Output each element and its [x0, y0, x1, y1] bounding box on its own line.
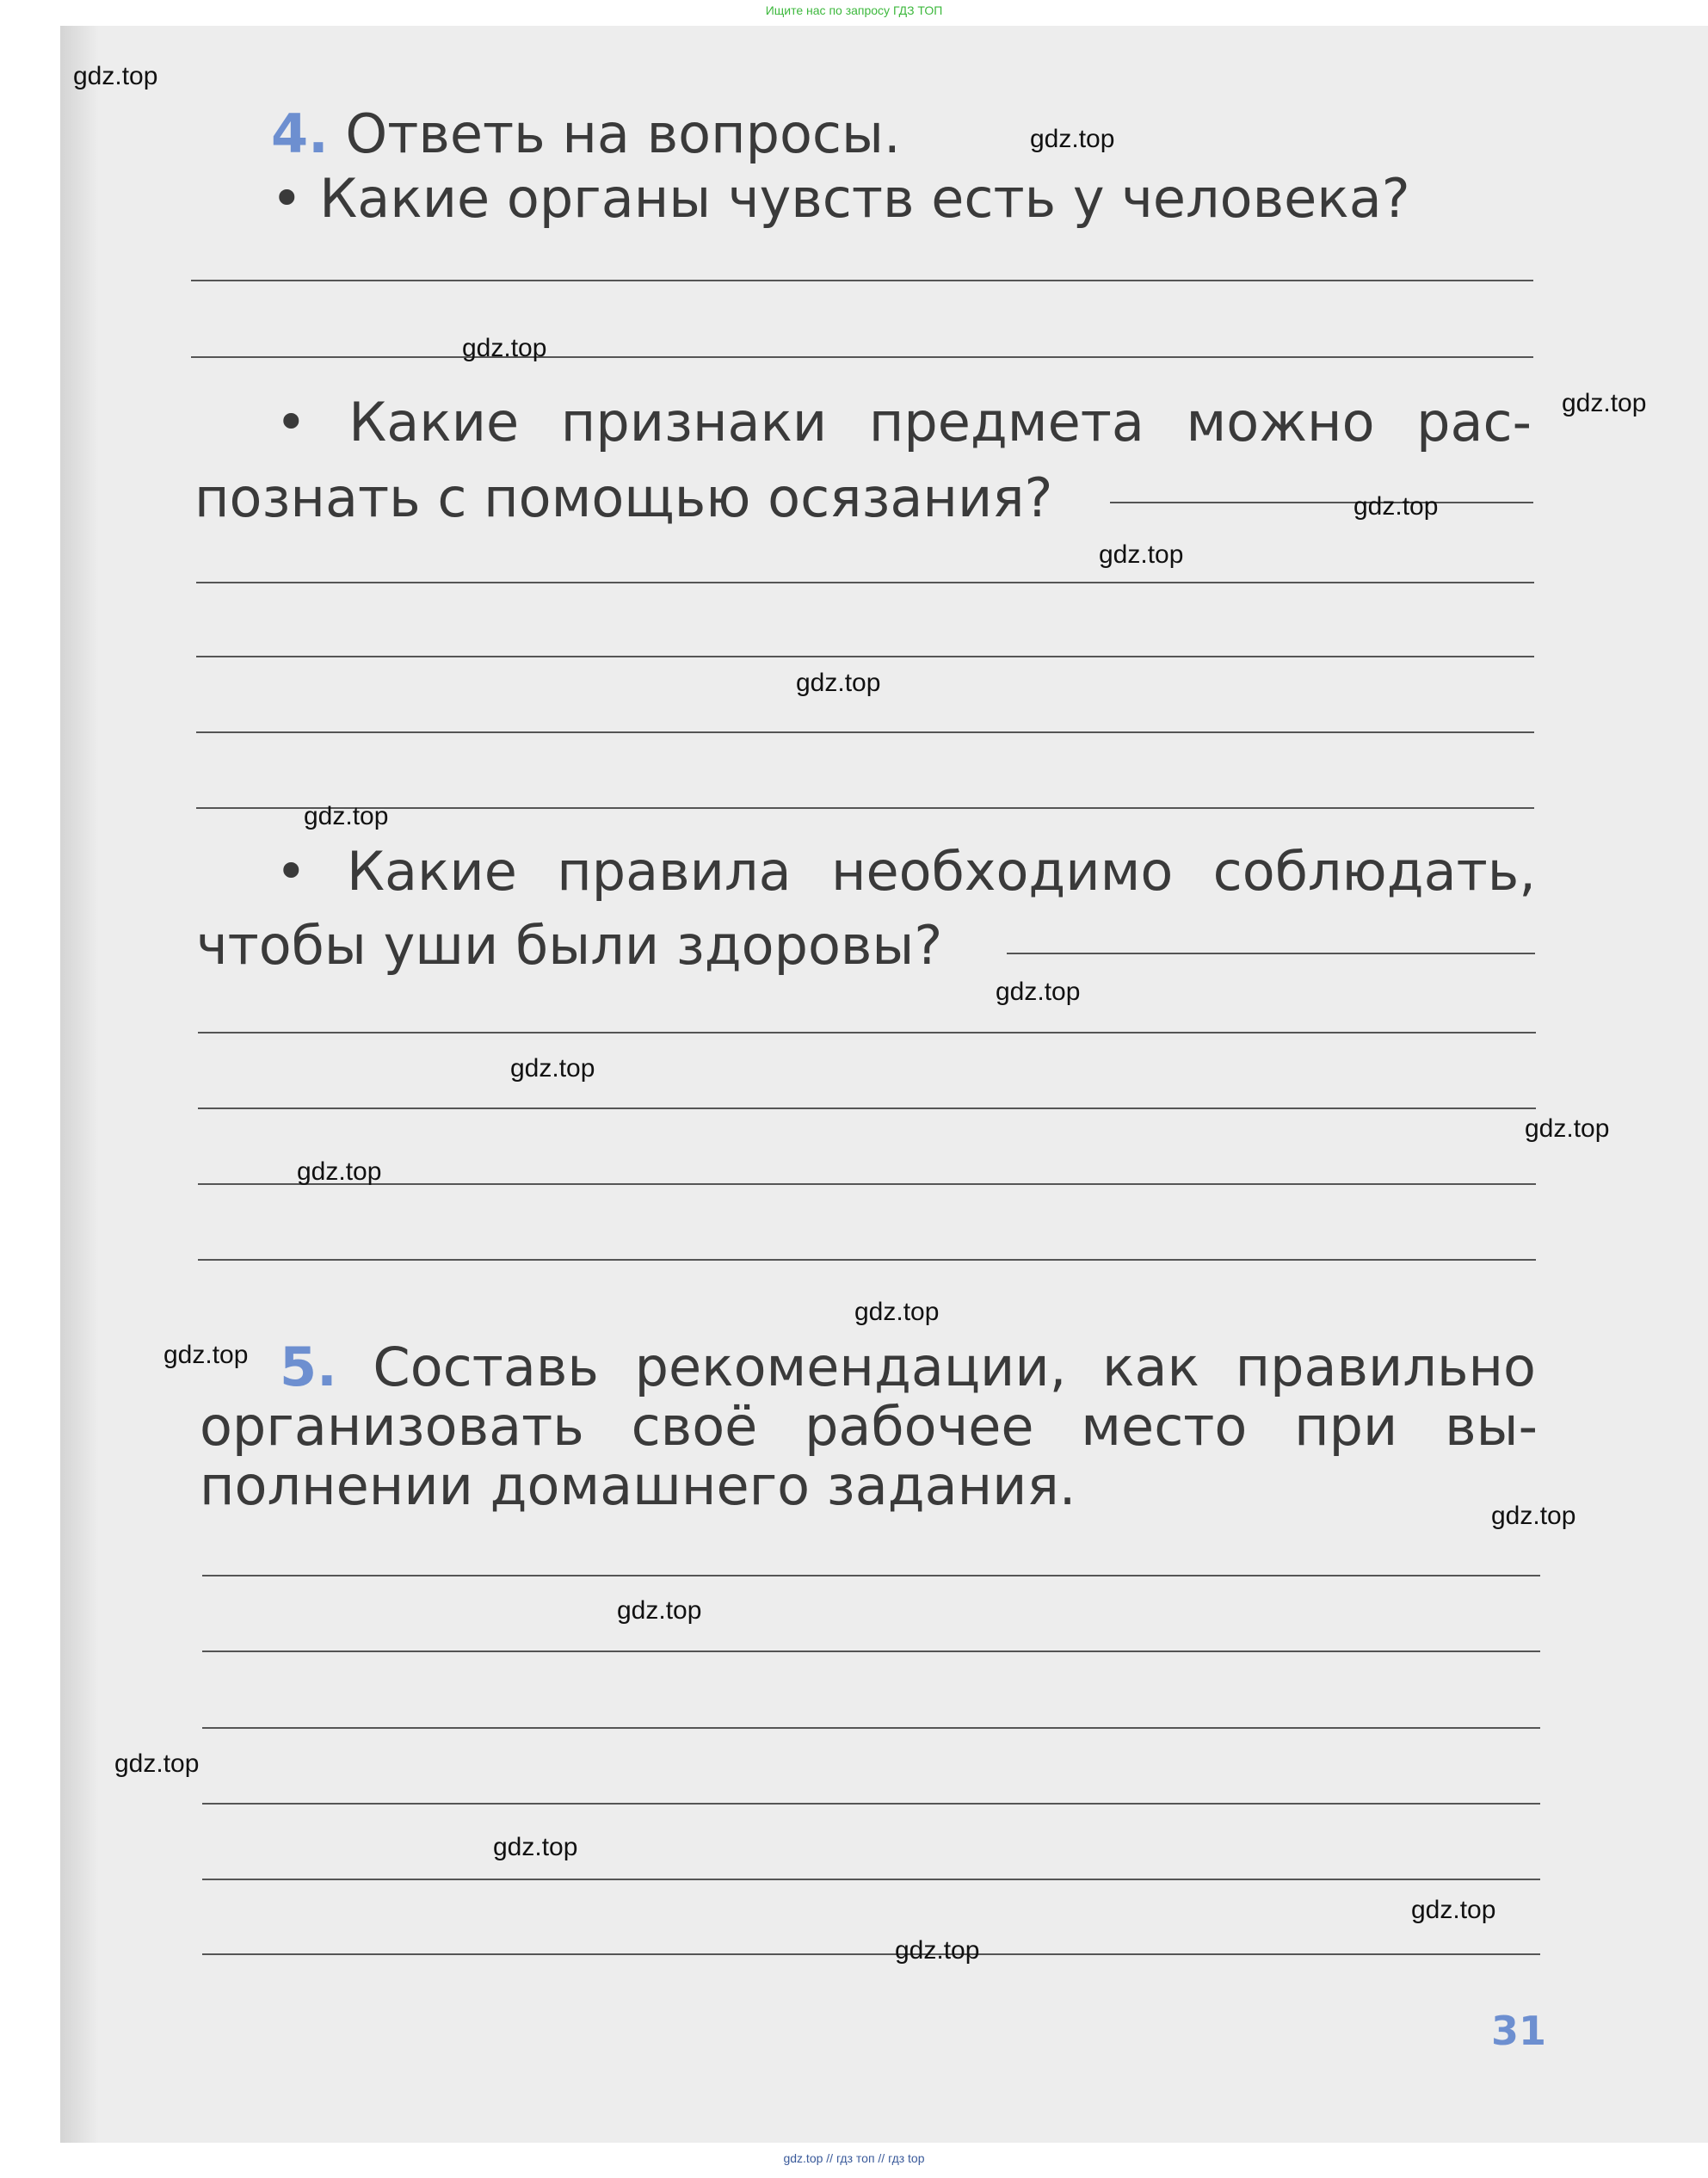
word: правила: [557, 840, 792, 903]
answer-line[interactable]: [191, 280, 1533, 281]
workbook-page: [60, 26, 1708, 2143]
word: •: [275, 840, 307, 903]
watermark[interactable]: gdz.top: [493, 1833, 578, 1861]
watermark[interactable]: gdz.top: [617, 1596, 702, 1625]
word: Составь: [373, 1336, 599, 1398]
task5-line-1: [280, 1336, 1536, 1398]
task5-line-3: полнении домашнего задания.: [200, 1454, 1076, 1517]
watermark[interactable]: gdz.top: [1030, 125, 1115, 153]
task4-question-3-line-1: [275, 840, 1536, 903]
answer-line[interactable]: [202, 1650, 1540, 1652]
word: •: [275, 391, 307, 453]
watermark[interactable]: gdz.top: [462, 334, 547, 362]
watermark[interactable]: gdz.top: [996, 978, 1081, 1006]
task4-question-3-line-2: чтобы уши были здоровы?: [196, 914, 943, 977]
word: можно: [1186, 391, 1375, 453]
page-number: 31: [1491, 2008, 1547, 2054]
answer-line[interactable]: [202, 1727, 1540, 1729]
answer-line[interactable]: [198, 1032, 1536, 1033]
word: необходимо: [830, 840, 1174, 903]
word: вы-: [1445, 1395, 1538, 1458]
watermark[interactable]: gdz.top: [114, 1749, 200, 1778]
word: место: [1081, 1395, 1248, 1458]
answer-line[interactable]: [202, 1953, 1540, 1955]
word: рекомендации,: [634, 1336, 1067, 1398]
answer-line[interactable]: [191, 356, 1533, 358]
answer-line[interactable]: [1110, 502, 1533, 503]
answer-line[interactable]: [196, 731, 1534, 733]
watermark[interactable]: gdz.top: [796, 669, 881, 697]
task4-question-2-line-1: [275, 391, 1532, 453]
watermark[interactable]: gdz.top: [73, 62, 158, 90]
answer-line[interactable]: [202, 1575, 1540, 1576]
watermark[interactable]: gdz.top: [1099, 540, 1184, 569]
task4-heading: [271, 102, 901, 165]
task4-question-1: • Какие органы чувств есть у человека?: [271, 167, 1410, 230]
word: признаки: [560, 391, 828, 453]
answer-line[interactable]: [196, 656, 1534, 657]
watermark[interactable]: gdz.top: [1525, 1114, 1610, 1143]
word: предмета: [868, 391, 1144, 453]
word: при: [1294, 1395, 1398, 1458]
word: соблюдать,: [1212, 840, 1536, 903]
answer-line[interactable]: [196, 807, 1534, 809]
word: правильно: [1235, 1336, 1536, 1398]
answer-line[interactable]: [196, 582, 1534, 583]
watermark[interactable]: gdz.top: [297, 1157, 382, 1186]
watermark[interactable]: gdz.top: [1491, 1502, 1576, 1530]
watermark[interactable]: gdz.top: [1411, 1896, 1496, 1924]
word: как: [1102, 1336, 1199, 1398]
watermark[interactable]: gdz.top: [1562, 389, 1647, 417]
word: Какие: [348, 391, 520, 453]
word: Какие: [346, 840, 517, 903]
word: организовать: [200, 1395, 584, 1458]
word: своё: [631, 1395, 758, 1458]
answer-line[interactable]: [198, 1259, 1536, 1261]
top-banner[interactable]: Ищите нас по запросу ГДЗ ТОП: [765, 3, 943, 17]
watermark[interactable]: gdz.top: [854, 1298, 940, 1326]
task4-number: 4.: [271, 102, 329, 165]
watermark[interactable]: gdz.top: [1353, 492, 1439, 521]
task4-title: Ответь на вопросы.: [345, 102, 901, 165]
task5-number: 5.: [280, 1336, 337, 1398]
page-shadow: [60, 26, 99, 2143]
task5-line-2: [200, 1395, 1538, 1458]
answer-line[interactable]: [198, 1108, 1536, 1109]
answer-line[interactable]: [1007, 953, 1535, 954]
watermark[interactable]: gdz.top: [304, 802, 389, 830]
task4-question-2-line-2: познать с помощью осязания?: [194, 466, 1053, 529]
bottom-banner[interactable]: gdz.top // гдз топ // гдз top: [783, 2151, 925, 2165]
watermark[interactable]: gdz.top: [163, 1341, 249, 1369]
answer-line[interactable]: [202, 1803, 1540, 1805]
watermark[interactable]: gdz.top: [895, 1936, 980, 1965]
word: рас-: [1416, 391, 1532, 453]
word: рабочее: [805, 1395, 1034, 1458]
watermark[interactable]: gdz.top: [510, 1054, 595, 1083]
answer-line[interactable]: [202, 1879, 1540, 1880]
answer-line[interactable]: [198, 1183, 1536, 1185]
